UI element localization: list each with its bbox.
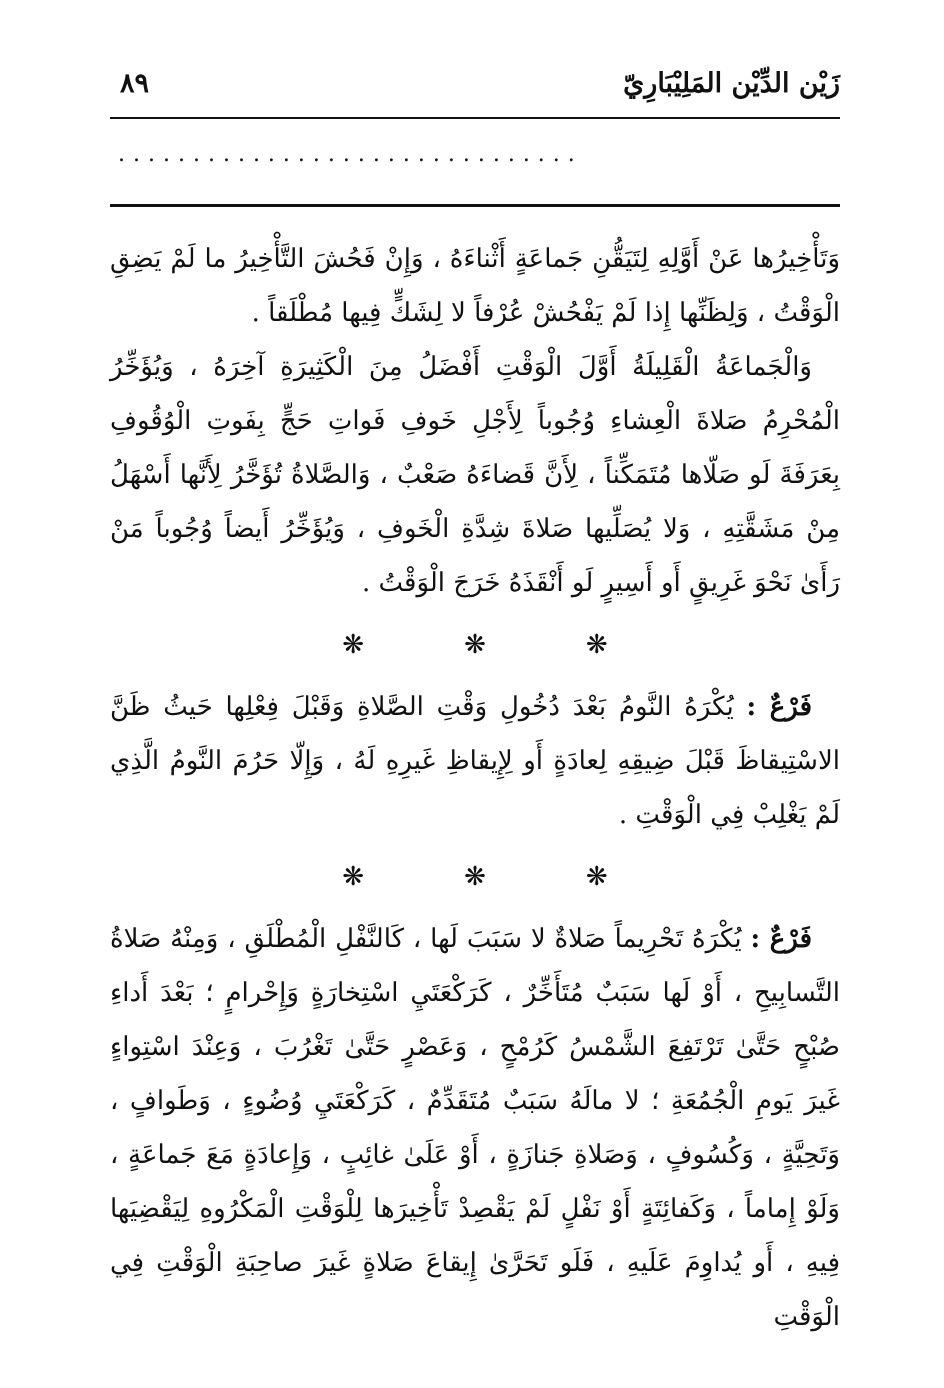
running-title: زَيْن الدِّيْن المَلِيْبَارِيّ: [623, 67, 840, 99]
section-2-paragraph: [110, 912, 840, 1344]
section-divider: [110, 610, 840, 680]
asterism-mark: ❋: [342, 630, 365, 660]
section-2-lead: فَرْعٌ :: [750, 924, 813, 954]
section-1-lead: فَرْعٌ :: [746, 692, 812, 722]
asterism-mark: ❋: [585, 862, 608, 892]
paragraph-1: وَتَأْخِيرُها عَنْ أَوَّلِهِ لِتَيَقُّنِ جَماعَةٍ أَثْناءَهُ ، وَإِنْ فَحُشَ التَّأْخِيرُ ما لَمْ يَضِقِ الْوَقْتُ ، وَلِظَنِّها إِذا لَمْ يَفْحُشْ عُرْفاً لا لِشَكٍّ فِيها مُطْلَقاً .: [110, 244, 840, 328]
section-divider: [110, 842, 840, 912]
section-2-text: يُكْرَهُ تَحْرِيماً صَلاةٌ لا سَبَبَ لَها ، كَالنَّفْلِ الْمُطْلَقِ ، وَمِنْهُ صَلاةُ التَّسابِيحِ ، أَوْ لَها سَبَبٌ مُتَأَخِّرٌ ، كَرَكْعَتَيِ اسْتِخارَةٍ وَإِحْرامٍ ؛ بَعْدَ أَداءِ صُبْحٍ حَتَّىٰ تَرْتَفِعَ الشَّمْسُ كَرُمْحٍ ، وَعَصْرٍ حَتَّىٰ تَغْرُبَ ، وَعِنْدَ اسْتِواءٍ غَيرَ يَومِ الْجُمُعَةِ ؛ لا مالَهُ سَبَبٌ مُتَقَدِّمٌ ، كَرَكْعَتَيِ وُضُوءٍ ، وَطَوافٍ ، وَتَحِيَّةٍ ، وَكُسُوفٍ ، وَصَلاةِ جَنازَةٍ ، أَوْ عَلَىٰ غائِبٍ ، وَإِعادَةٍ مَعَ جَماعَةٍ ، وَلَوْ إِماماً ، وَكَفائِتَةٍ أَوْ نَفْلٍ لَمْ يَقْصِدْ تَأْخِيرَها لِلْوَقْتِ الْمَكْرُوهِ لِيَقْضِيَها فِيهِ ، أَو يُداوِمَ عَلَيهِ ، فَلَو تَحَرَّىٰ إِيقاعَ صَلاةٍ غَيرَ صاحِبَةِ الْوَقْتِ فِي الْوَقْتِ: [110, 924, 840, 1332]
asterism-mark: ❋: [585, 630, 608, 660]
header-rule: [110, 117, 840, 119]
page-number: ٨٩: [120, 67, 150, 99]
section-1-paragraph: [110, 680, 840, 842]
asterism-mark: ❋: [342, 862, 365, 892]
page-header: [110, 52, 840, 114]
paragraph-2: وَالْجَماعَةُ الْقَلِيلَةُ أَوَّلَ الْوَقْتِ أَفْضَلُ مِنَ الْكَثِيرَةِ آخِرَهُ ، وَيُؤَخِّرُ الْمُحْرِمُ صَلاةَ الْعِشاءِ وُجُوباً لِأَجْلِ خَوفِ فَواتِ حَجٍّ بِفَوتِ الْوُقُوفِ بِعَرَفَةَ لَو صَلّاها مُتَمَكِّناً ، لِأَنَّ قَضاءَهُ صَعْبٌ ، وَالصَّلاةُ تُؤَخَّرُ لِأَنَّها أَسْهَلُ مِنْ مَشَقَّتِهِ ، وَلا يُصَلِّيها صَلاةَ شِدَّةِ الْخَوفِ ، وَيُؤَخِّرُ أَيضاً وُجُوباً مَنْ رَأَىٰ نَحْوَ غَرِيقٍ أَو أَسِيرٍ لَو أَنْقَذَهُ خَرَجَ الْوَقْتُ .: [110, 352, 840, 598]
asterism-mark: ❋: [464, 862, 486, 892]
section-1-text: يُكْرَهُ النَّومُ بَعْدَ دُخُولِ وَقْتِ الصَّلاةِ وَقَبْلَ فِعْلِها حَيثُ ظَنَّ الاسْتِيقاظَ قَبْلَ ضِيقِهِ لِعادَةٍ أَو لِإِيقاظِ غَيرِهِ لَهُ ، وَإِلّا حَرُمَ النَّومُ الَّذِي لَمْ يَغْلِبْ فِي الْوَقْتِ .: [110, 692, 840, 830]
asterism-mark: ❋: [464, 630, 486, 660]
footnote-dotted-line: ...............................: [118, 142, 583, 167]
body-separator-rule: [110, 204, 840, 207]
main-text: [110, 232, 840, 1344]
